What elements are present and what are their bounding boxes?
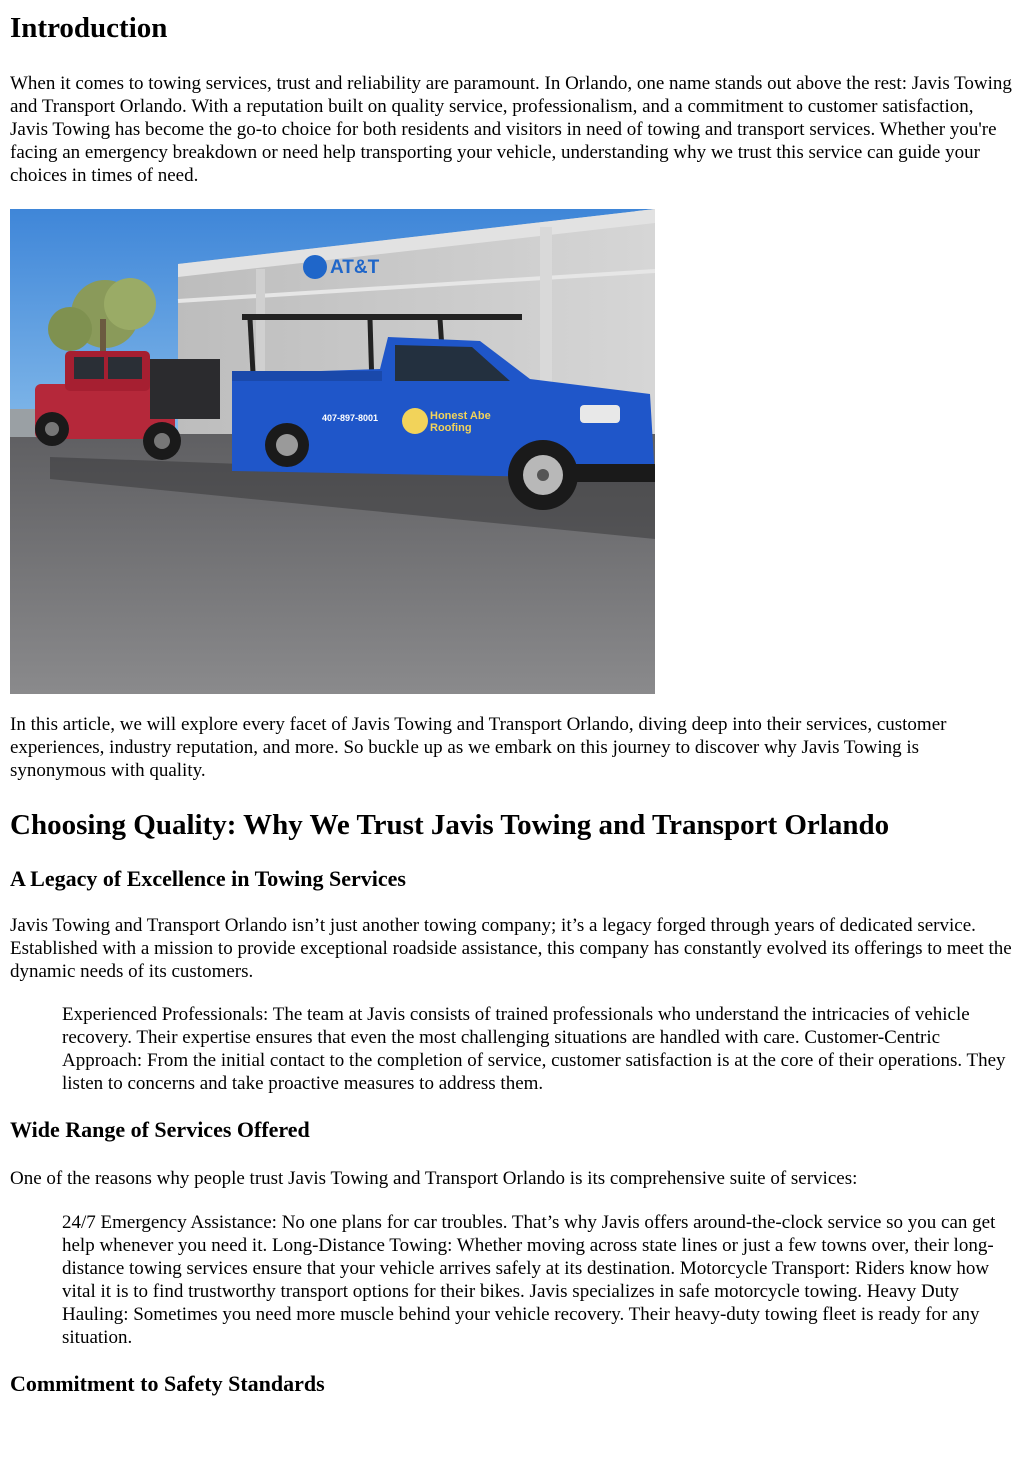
legacy-quote: Experienced Professionals: The team at Javis consists of trained professionals who understand the intricacies of vehicle recovery. Their expertise ensures that even the most challenging situations are handled with care. Customer-Centric Approach: From the initial contact to the completion of service, customer satisfaction is at the core of their operations. They listen to concerns and take proactive measures to address them.	[62, 1004, 1006, 1094]
intro-paragraph: When it comes to towing services, trust and reliability are paramount. In Orlando, one name stands out above the rest: Javis Towing and Transport Orlando. With a reputation built on quality service, professionalism, and a commitment to customer satisfaction, Javis Towing has become the go-to choice for both residents and visitors in need of towing and transport services. Whether you're facing an emergency breakdown or need help transporting your vehicle, understanding why we trust this service can guide your choices in times of need.	[10, 73, 1012, 186]
building-sign: AT&T	[330, 257, 380, 278]
truck-phone: 407-897-8001	[322, 413, 379, 423]
safety-heading: Commitment to Safety Standards	[10, 1371, 325, 1396]
article-intro-paragraph: In this article, we will explore every facet of Javis Towing and Transport Orlando, diving deep into their services, customer experiences, industry reputation, and more. So buckle up as we embark on this journey to discover why Javis Towing is synonymous with quality.	[10, 714, 947, 781]
truck-logo-line2: Roofing	[430, 422, 472, 434]
services-quote: 24/7 Emergency Assistance: No one plans for car troubles. That’s why Javis offers around-the-clock service so you can get help whenever you need it. Long-Distance Towing: Whether moving across state lines or just a few towns over, their long-distance towing services ensure that your vehicle arrives safely at its destination. Motorcycle Transport: Riders know how vital it is to find trustworthy transport options for their bikes. Javis specializes in safe motorcycle towing. Heavy Duty Hauling: Sometimes you need more muscle behind your vehicle recovery. Their heavy-duty towing fleet is ready for any situation.	[62, 1212, 996, 1348]
article	[0, 11, 1024, 1398]
legacy-paragraph: Javis Towing and Transport Orlando isn’t just another towing company; it’s a legacy forged through years of dedicated service. Established with a mission to provide exceptional roadside assistance, this company has constantly evolved its offerings to meet the dynamic needs of its customers.	[10, 915, 1012, 982]
intro-heading: Introduction	[10, 12, 168, 44]
tow-truck-photo	[10, 209, 655, 694]
main-heading: Choosing Quality: Why We Trust Javis Towing and Transport Orlando	[10, 809, 890, 841]
truck-logo-line1: Honest Abe	[430, 410, 491, 422]
services-paragraph: One of the reasons why people trust Javis Towing and Transport Orlando is its comprehensive suite of services:	[10, 1168, 858, 1189]
services-heading: Wide Range of Services Offered	[10, 1117, 310, 1142]
legacy-heading: A Legacy of Excellence in Towing Services	[10, 866, 406, 891]
